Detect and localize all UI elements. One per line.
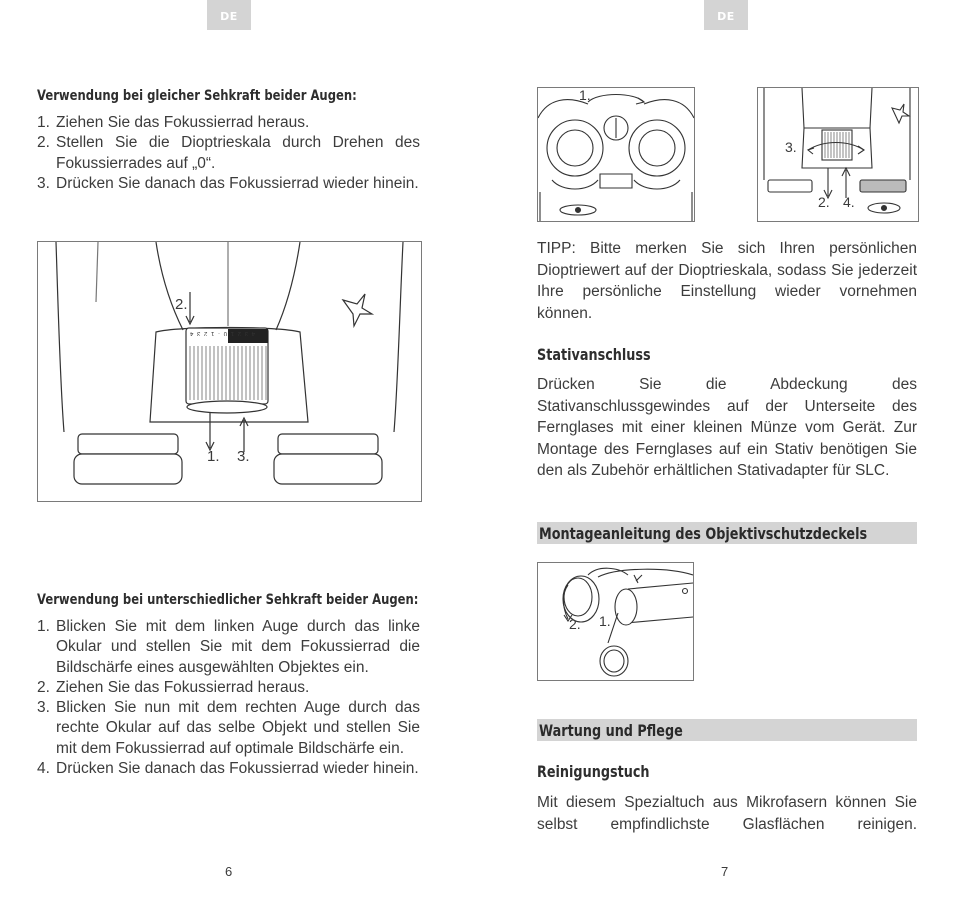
list-item: 2. Ziehen Sie das Fokussierrad heraus.	[37, 678, 310, 696]
figure-label-3: 3.	[785, 139, 797, 155]
section-bar-wartung: Wartung und Pflege	[537, 719, 917, 741]
figure-hands-focus	[537, 87, 695, 222]
heading-stativanschluss: Stativanschluss	[537, 345, 651, 364]
steps-different-eyesight	[37, 617, 420, 779]
language-tab-right: DE	[704, 0, 748, 30]
list-item: 3. Blicken Sie nun mit dem rechten Auge durch das rechte Okular auf das selbe Objekt und stellen Sie mit dem Fokussierrad auf optimale Bildschärfe ein.	[37, 699, 420, 757]
reinigung-text: Mit diesem Spezialtuch aus Mikrofasern können Sie selbst empfindlichste Glasflächen reinigen.	[537, 794, 917, 833]
section-bar-montage: Montageanleitung des Objektivschutzdeckels	[537, 522, 917, 544]
figure-label-2: 2.	[818, 194, 830, 210]
language-tab-left: DE	[207, 0, 251, 30]
figure-label-3: 3.	[237, 448, 250, 465]
page-number-left: 6	[225, 864, 233, 879]
tip-text: TIPP: Bitte merken Sie sich Ihren persönlichen Dioptriewert auf der Dioptrieskala, sodass Sie jederzeit Ihre persönliche Einstellung wieder vornehmen können.	[537, 240, 917, 322]
list-item: 1. Ziehen Sie das Fokussierrad heraus.	[37, 114, 310, 131]
figure-diopter-ring	[757, 87, 919, 222]
list-item: 4. Drücken Sie danach das Fokussierrad wieder hinein.	[37, 760, 419, 778]
list-item: 1. Blicken Sie mit dem linken Auge durch das linke Okular und stellen Sie mit dem Fokussierrad die Bildschärfe eines ausgewählten Objektes ein.	[37, 618, 420, 676]
heading-different-eyesight: Verwendung bei unterschiedlicher Sehkraft beider Augen:	[37, 592, 419, 608]
list-item: 2. Stellen Sie die Dioptrieskala durch Drehen des Fokussierrades auf „0“.	[37, 134, 420, 172]
figure-label-4: 4.	[843, 194, 855, 210]
figure-label-1: 1.	[599, 613, 611, 629]
figure-label-2: 2.	[175, 296, 188, 313]
page-number-right: 7	[721, 864, 729, 879]
figure-label-1: 1.	[207, 448, 220, 465]
heading-same-eyesight: Verwendung bei gleicher Sehkraft beider Augen:	[37, 88, 357, 104]
figure-label-2: 2.	[569, 616, 581, 632]
figure-label-1: 1.	[579, 87, 591, 103]
heading-reinigungstuch: Reinigungstuch	[537, 762, 650, 781]
figure-focus-wheel	[37, 241, 422, 502]
figure-lens-cap	[537, 562, 694, 681]
diopter-scale-label: 4 3 2 1 0 · 1 2 3 4	[189, 330, 256, 336]
stativ-text: Drücken Sie die Abdeckung des Stativanschlussgewindes auf der Unterseite des Fernglases mit einer kleinen Münze vom Gerät. Zur Montage des Fernglases auf ein Stativ benötigen Sie den als Zubehör erhältlichen Stativadapter für SLC.	[537, 376, 917, 480]
steps-same-eyesight	[37, 113, 420, 194]
list-item: 3. Drücken Sie danach das Fokussierrad wieder hinein.	[37, 174, 419, 192]
